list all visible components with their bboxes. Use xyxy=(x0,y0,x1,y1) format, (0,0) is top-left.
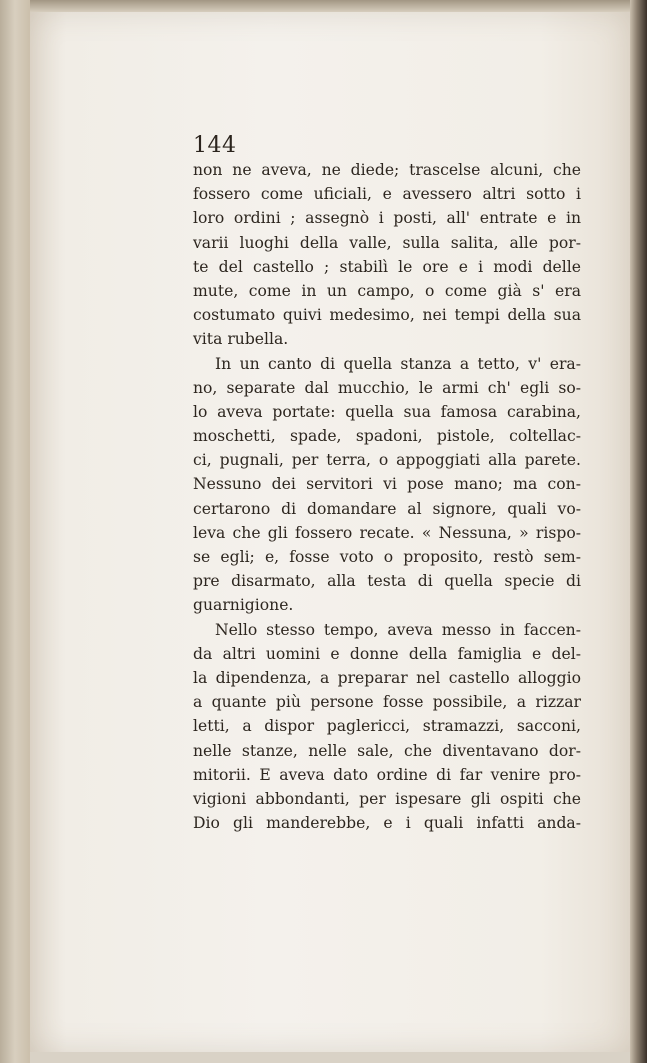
text-line: In un canto di quella stanza a tetto, v' era- xyxy=(215,354,581,373)
text-line: costumato quivi medesimo, nei tempi della sua xyxy=(193,306,581,325)
text-line: a quante più persone fosse possibile, a rizzar xyxy=(193,693,581,712)
text-line: lo aveva portate: quella sua famosa carabina, xyxy=(193,402,581,421)
text-line: se egli; e, fosse voto o proposito, restò sem- xyxy=(193,548,581,566)
body-text xyxy=(193,158,581,835)
text-line: moschetti, spade, spadoni, pistole, coltellac- xyxy=(193,427,581,446)
text-line: la dipendenza, a preparar nel castello alloggio xyxy=(193,668,581,687)
text-line: letti, a dispor paglericci, stramazzi, sacconi, xyxy=(193,717,581,736)
text-line: non ne aveva, ne diede; trascelse alcuni, che xyxy=(193,161,581,179)
text-line: Nello stesso tempo, aveva messo in faccen- xyxy=(215,620,581,639)
page-gutter-edge xyxy=(0,0,30,1063)
text-line: leva che gli fossero recate. « Nessuna, » rispo- xyxy=(193,523,581,542)
page-top-edge xyxy=(0,0,647,12)
text-line: varii luoghi della valle, sulla salita, alle por- xyxy=(193,233,581,252)
text-line: vita rubella. xyxy=(193,330,289,349)
page-number: 144 xyxy=(193,133,237,158)
text-line: Nessuno dei servitori vi pose mano; ma con- xyxy=(193,475,581,494)
text-line: mute, come in un campo, o come già s' era xyxy=(193,281,581,300)
text-line: ci, pugnali, per terra, o appoggiati alla parete. xyxy=(193,451,581,470)
text-line: vigioni abbondanti, per ispesare gli ospiti che xyxy=(193,789,581,808)
text-line: mitorii. E aveva dato ordine di far venire pro- xyxy=(193,765,581,784)
text-line: nelle stanze, nelle sale, che diventavano dor- xyxy=(193,741,581,760)
book-cover-edge xyxy=(630,0,647,1063)
text-line: te del castello ; stabilì le ore e i modi delle xyxy=(193,257,581,276)
text-line: da altri uomini e donne della famiglia e del- xyxy=(193,644,581,663)
text-line: no, separate dal mucchio, le armi ch' egli so- xyxy=(193,378,581,397)
text-line: pre disarmato, alla testa di quella specie di xyxy=(193,572,581,591)
text-line: Dio gli manderebbe, e i quali infatti anda- xyxy=(193,814,581,833)
text-line: fossero come uficiali, e avessero altri sotto i xyxy=(193,185,581,204)
text-line: certarono di domandare al signore, quali vo- xyxy=(193,499,581,518)
text-line: loro ordini ; assegnò i posti, all' entrate e in xyxy=(193,209,581,228)
text-line: guarnigione. xyxy=(193,596,294,615)
